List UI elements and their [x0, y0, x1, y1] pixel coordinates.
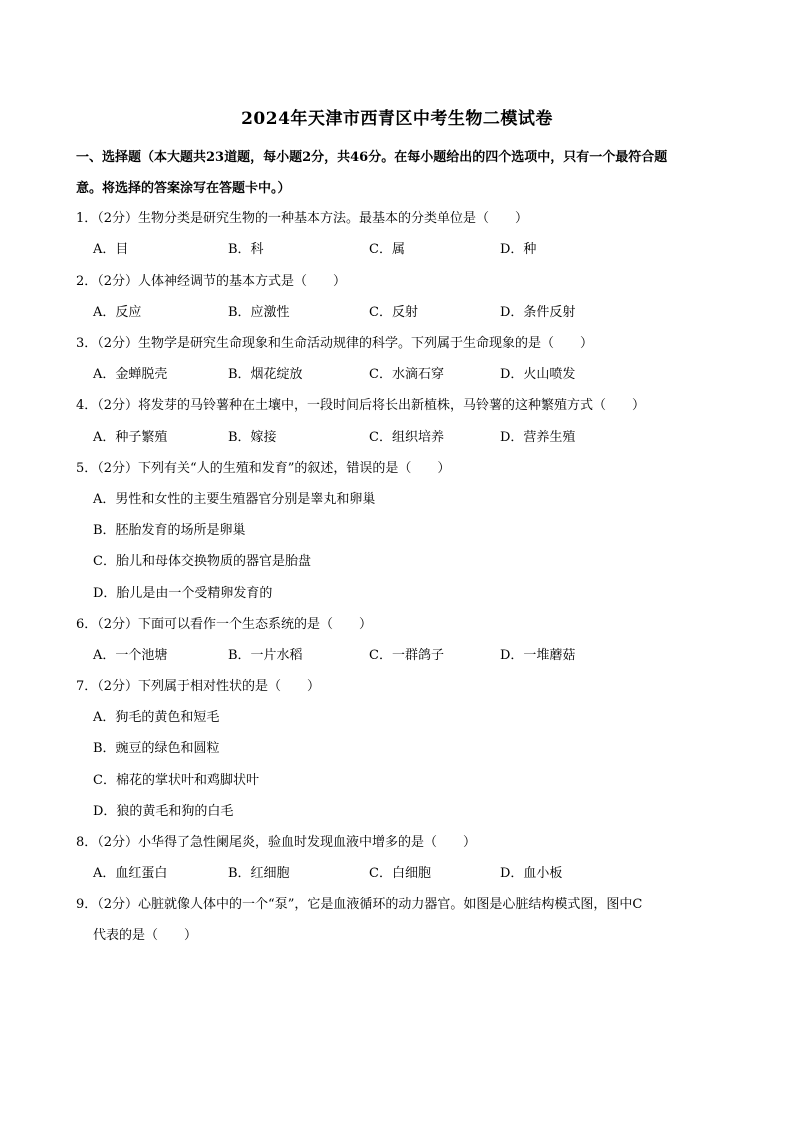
question-1-option-b: B．科 [228, 242, 264, 257]
question-2-stem: 2．（2分）人体神经调节的基本方式是（ ） [76, 274, 347, 289]
question-4-option-a: A．种子繁殖 [93, 430, 168, 445]
question-4-option-b: B．嫁接 [228, 430, 277, 445]
question-8-option-d: D．血小板 [500, 866, 563, 881]
question-7-option-b: B．豌豆的绿色和圆粒 [93, 741, 220, 756]
question-3-option-b: B．烟花绽放 [228, 367, 303, 382]
question-8-stem: 8．（2分）小华得了急性阑尾炎，验血时发现血液中增多的是（ ） [76, 835, 477, 850]
question-6-stem: 6．（2分）下面可以看作一个生态系统的是（ ） [76, 617, 373, 632]
question-6-option-d: D．一堆蘑菇 [500, 648, 576, 663]
question-7-option-d: D．狼的黄毛和狗的白毛 [93, 804, 234, 819]
question-4-option-d: D．营养生殖 [500, 430, 576, 445]
question-6-option-c: C．一群鸽子 [369, 648, 444, 663]
question-9-stem: 9．（2分）心脏就像人体中的一个“泵”，它是血液循环的动力器官。如图是心脏结构模式图，图中C [76, 897, 643, 912]
question-1-option-d: D．种 [500, 242, 537, 257]
question-6-option-a: A．一个池塘 [93, 648, 168, 663]
question-4-options [93, 426, 693, 444]
question-5-option-c: C．胎儿和母体交换物质的器官是胎盘 [93, 554, 311, 569]
question-3-stem: 3．（2分）生物学是研究生命现象和生命活动规律的科学。下列属于生命现象的是（ ） [76, 336, 594, 351]
question-1-stem: 1．（2分）生物分类是研究生物的一种基本方法。最基本的分类单位是（ ） [76, 211, 529, 226]
question-8-option-a: A．血红蛋白 [93, 866, 168, 881]
question-3-options [93, 363, 693, 381]
question-4-option-c: C．组织培养 [369, 430, 444, 445]
question-3-option-a: A．金蝉脱壳 [93, 367, 168, 382]
question-1-option-a: A．目 [93, 242, 129, 257]
question-5-option-b: B．胚胎发育的场所是卵巢 [93, 523, 246, 538]
question-2-options [93, 301, 693, 319]
question-2-option-a: A．反应 [93, 305, 142, 320]
question-3-option-c: C．水滴石穿 [369, 367, 444, 382]
question-6-option-b: B．一片水稻 [228, 648, 303, 663]
question-3-option-d: D．火山喷发 [500, 367, 576, 382]
question-8-option-c: C．白细胞 [369, 866, 431, 881]
question-5-option-d: D．胎儿是由一个受精卵发育的 [93, 586, 273, 601]
question-7-option-c: C．棉花的掌状叶和鸡脚状叶 [93, 773, 259, 788]
question-2-option-d: D．条件反射 [500, 305, 576, 320]
question-5-option-a: A．男性和女性的主要生殖器官分别是睾丸和卵巢 [93, 492, 376, 507]
question-6-options [93, 644, 693, 662]
question-1-options [93, 238, 693, 256]
question-8-options [93, 862, 693, 880]
question-5-stem: 5．（2分）下列有关“人的生殖和发育”的叙述，错误的是（ ） [76, 461, 451, 476]
question-9-stem-continuation: 代表的是（ ） [93, 928, 198, 943]
question-8-option-b: B．红细胞 [228, 866, 290, 881]
question-7-stem: 7．（2分）下列属于相对性状的是（ ） [76, 679, 321, 694]
question-1-option-c: C．属 [369, 242, 405, 257]
section-heading-line-2: 意。将选择的答案涂写在答题卡中。） [76, 181, 291, 196]
section-heading-line-1: 一、选择题（本大题共23道题，每小题2分，共46分。在每小题给出的四个选项中，只有一个最符合题 [76, 150, 668, 165]
page-title: 2024年天津市西青区中考生物二模试卷 [241, 109, 553, 129]
question-4-stem: 4．（2分）将发芽的马铃薯种在土壤中，一段时间后将长出新植株，马铃薯的这种繁殖方式（ ） [76, 398, 646, 413]
question-2-option-b: B．应激性 [228, 305, 290, 320]
question-2-option-c: C．反射 [369, 305, 418, 320]
question-7-option-a: A．狗毛的黄色和短毛 [93, 710, 220, 725]
